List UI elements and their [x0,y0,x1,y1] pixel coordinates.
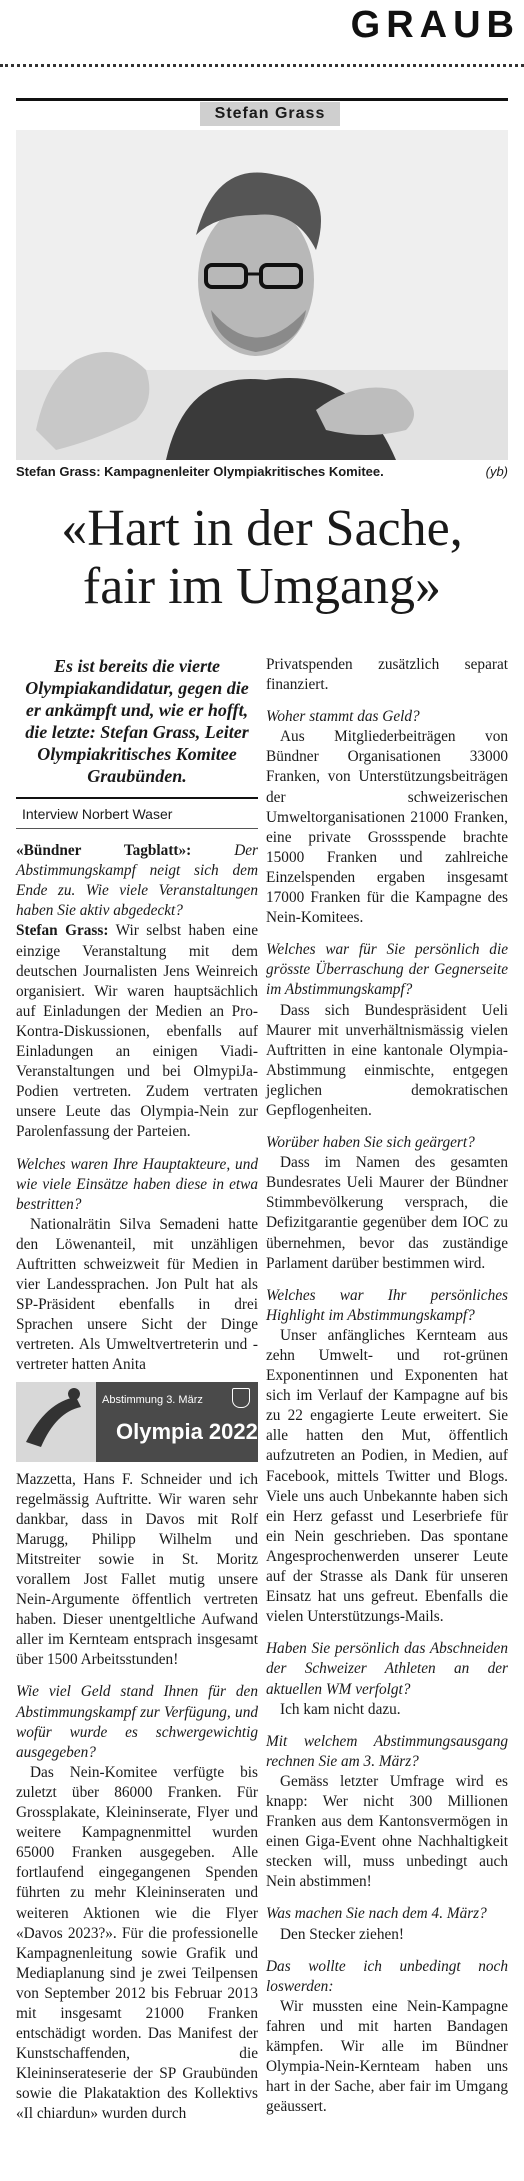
answer-7: Unser anfängliches Kernteam aus zehn Umwelt- und rot-grünen Exponentinnen und Exponenten hat sich im Verlauf der Kampagne auf bis zu 22 engagierte Leute erweitert. Sie alle hatten den Mut, öffentlich aufzutreten an Podien, in Medien, auf Facebook, mittels Twitter und Blogs. Viele uns auch Unbekannte haben sich ein Herz gefasst und Leserbriefe für ein Nein geschrieben. Das spontane Angesprochenwerden unserer Leute auf der Strasse als Dank für unseren Einsatz hat uns gefreut. Ebenfalls die vielen Unterstützungs-Mails. [266,1326,508,1626]
ad-skier-graphic [16,1382,96,1462]
question-6: Worüber haben Sie sich geärgert? [266,1134,475,1152]
headline-line-1: «Hart in der Sache, [61,500,463,557]
top-rule [16,98,508,101]
dotted-divider [0,64,524,67]
question-11: Das wollte ich unbedingt noch loswerden: [266,1957,508,1995]
question-2: Welches waren Ihre Hauptakteure, und wie viele Einsätze haben diese in etwa bestritten? [16,1155,258,1213]
right-column [266,655,508,2117]
caption-text: Stefan Grass: Kampagnenleiter Olympiakritisches Komitee. [16,464,384,479]
answer-11: Wir mussten eine Nein-Kampagne fahren und mit harten Bandagen kämpfen. Wir alle im Bündner Olympia-Nein-Kernteam haben uns hart in der Sache, aber fair im Umgang geäussert. [266,1997,508,2116]
answer-4: Aus Mitgliederbeiträgen von Bündner Organisationen 33000 Franken, von Unterstützungsbeiträgen der schweizerischen Umweltorganisationen 21000 Franken, eine private Grossspende brachte 15000 Franken und zahlreiche Einzelspenden ergaben insgesamt 17000 Franken für die Kampagne des Nein-Komitees. [266,728,508,927]
answer-5: Dass sich Bundespräsident Ueli Maurer mit unverhältnismässig vielen Auftritten in eine kantonale Olympia-Abstimmung einmischte, entgegen jeglichen demokratischen Gepflogenheiten. [266,1001,508,1119]
olympia-ad [16,1382,258,1462]
answer-1-text: Wir selbst haben eine einzige Veranstaltung mit dem deutschen Journalisten Jens Weinreich organisiert. Wir waren hauptsächlich auf Einladungen der Medien an Pro-Kontra-Diskussionen, ebenfalls auf Einladungen an einigen Viadi-Veranstaltungen und bei OlmypiJa-Podien vertreten. Zudem vertraten unsere Leute das Olympia-Nein zur Parolenfassung der Parteien. [16,922,258,1141]
answer-1-speaker: Stefan Grass: [16,922,109,940]
question-1-speaker: «Bündner Tagblatt»: [16,842,192,860]
ad-date: Abstimmung 3. März [102,1393,203,1406]
headline-line-2: fair im Umgang» [82,558,442,615]
question-5: Welches war für Sie persönlich die grösste Überraschung der Gegnerseite im Abstimmungskampf? [266,941,508,999]
photo-credit: (yb) [485,464,508,479]
question-3: Wie viel Geld stand Ihnen für den Abstimmungskampf zur Verfügung, und wofür wurde es schwergewichtig ausgegeben? [16,1683,258,1761]
answer-3: Das Nein-Komitee verfügte bis zuletzt über 86000 Franken. Für Grossplakate, Kleininserate, Flyer und weitere Kampagnenmittel wurden 65000 Franken ausgegeben. Alle fortlaufend eingegangenen Spenden führten zu mehr Kleininseraten und weiteren Aktionen wie die Flyer «Davos 2023?». Für die professionelle Kampagnenleitung sowie Grafik und Mediaplanung sind je zwei Teilpensen von September 2012 bis Februar 2013 mit insgesamt 21000 Franken entschädigt worden. Das Manifest der Kunstschaffenden, die Kleininserateserie der SP Graubünden sowie die Plakataktion des Kollektivs «Il chiardun» wurden durch [16,1763,258,2123]
question-7: Welches war Ihr persönliches Highlight im Abstimmungskampf? [266,1286,508,1324]
answer-3-continued: Privatspenden zusätzlich separat finanziert. [266,656,508,694]
photo-byline: Stefan Grass [200,102,340,126]
interviewer-credit: Interview Norbert Waser [16,797,258,829]
question-8: Haben Sie persönlich das Abschneiden der Schweizer Athleten an der aktuellen WM verfolgt? [266,1640,508,1698]
ad-title: Olympia 2022 [116,1418,258,1444]
question-1 [16,841,258,921]
answer-8: Ich kam nicht dazu. [280,1700,401,1718]
answer-2b: Mazzetta, Hans F. Schneider und ich regelmässig Auftritte. Wir waren sehr dankbar, dass in Davos mit Rolf Marugg, Philipp Wilhelm und Mitstreiter sowie in St. Moritz vorallem Jost Fallet mutig unsere Nein-Argumente öffentlich vertreten haben. Dieser unentgeltliche Aufwand aller im Kernteam entsprach insgesamt über 1500 Arbeitsstunden! [16,1470,258,1669]
question-10: Was machen Sie nach dem 4. März? [266,1905,487,1923]
answer-6: Dass im Namen des gesamten Bundesrates Ueli Maurer der Bündner Stimmbevölkerung versprach, die Defizitgarantie gegenüber dem IOC zu übernehmen, bevor das zuständige Parlament darüber bestimmen wird. [266,1154,508,1272]
answer-9: Gemäss letzter Umfrage wird es knapp: Wer nicht 300 Millionen Franken aus dem Kantonsvermögen in einen Giga-Event ohne Nachhaltigkeit stecken will, muss unbedingt auch Nein abstimmen! [266,1772,508,1891]
crest-icon [232,1388,250,1408]
question-9: Mit welchem Abstimmungsausgang rechnen Sie am 3. März? [266,1732,508,1770]
question-1-text: Der Abstimmungskampf neigt sich dem Ende zu. Wie viele Veranstaltungen haben Sie aktiv abgedeckt? [16,842,258,920]
answer-2a: Nationalrätin Silva Semadeni hatte den Löwenanteil, mit unzähligen Auftritten schweizweit für Medien in vier Landessprachen. Jon Pult hat als SP-Präsident ebenfalls in drei Sprachen unsere Sicht der Dinge vertreten. Als Umweltvertreterin und -vertreter hatten Anita [16,1215,258,1374]
lead-text: Es ist bereits die vierte Olympiakandidatur, gegen die er ankämpft und, wie er hofft, die letzte: Stefan Grass, Leiter Olympiakritisches Komitee Graubünden. [25,656,249,786]
photo-caption [16,464,508,479]
section-header: GRAUB [350,4,520,46]
portrait-photo [16,130,508,460]
left-column [16,655,258,2125]
answer-10: Den Stecker ziehen! [280,1925,405,1943]
question-4: Woher stammt das Geld? [266,708,420,726]
answer-1 [16,921,258,1142]
headline [16,500,508,616]
